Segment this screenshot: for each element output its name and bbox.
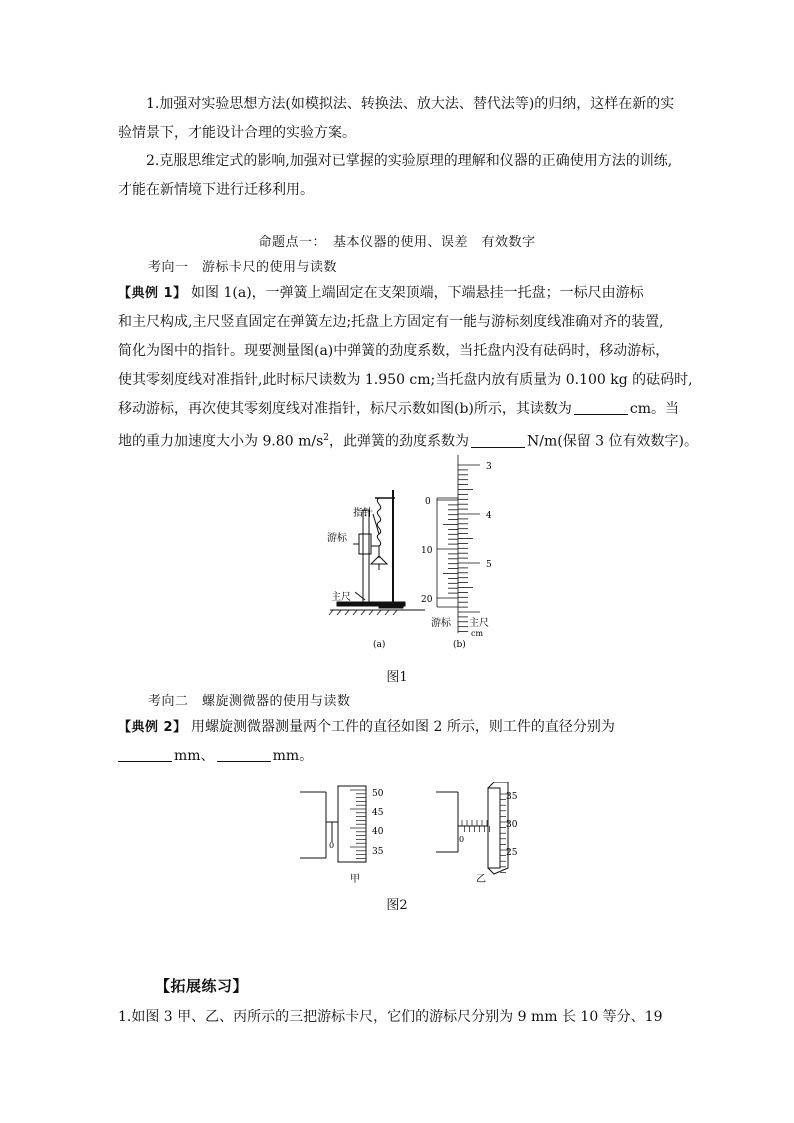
example-2-line2b: mm。 <box>272 748 314 764</box>
intro-paragraph-1 <box>118 90 678 148</box>
example-1-line5a: 移动游标，再次使其零刻度线对准指针，标尺示数如图(b)所示，其读数为 <box>118 401 572 417</box>
intro-p2-line1: 2.克服思维定式的影响,加强对已掌握的实验原理的理解和仪器的正确使用方法的训练, <box>146 153 673 169</box>
yi-label-25: 25 <box>506 848 518 858</box>
vernier-tick-label-10: 10 <box>421 546 433 556</box>
practice-q1 <box>118 1003 678 1032</box>
main-scale-ticks <box>458 465 480 632</box>
figure-1 <box>325 450 495 655</box>
practice-q1-line1: 1.如图 3 甲、乙、丙所示的三把游标卡尺，它们的游标尺分别为 9 mm 长 10 等分、19 <box>118 1009 663 1025</box>
figure-2-caption: 图2 <box>386 898 408 913</box>
example-2-tag: 【典例 2】 <box>118 720 187 735</box>
practice-title: 【拓展练习】 <box>155 977 249 995</box>
jia-label-35: 35 <box>372 847 384 857</box>
example-1-line3: 简化为图中的指针。现要测量图(a)中弹簧的劲度系数，当托盘内没有砝码时，移动游标， <box>118 343 670 359</box>
main-tick-label-3: 3 <box>486 462 492 472</box>
vernier-tick-label-20: 20 <box>421 595 433 605</box>
label-b: (b) <box>453 640 466 650</box>
example-1-line5b: cm。当 <box>629 401 680 417</box>
answer-blank-diameter-1[interactable] <box>118 747 172 762</box>
yi-scale-ticks <box>462 794 510 872</box>
label-a: (a) <box>373 640 386 650</box>
direction-2: 考向二 螺旋测微器的使用与读数 <box>148 694 351 709</box>
jia-label-50: 50 <box>372 789 384 799</box>
example-1 <box>118 279 698 457</box>
vernier-scale-ticks <box>437 500 458 598</box>
jia-zero: 0 <box>329 841 335 850</box>
yi-label-30: 30 <box>506 820 518 830</box>
intro-p1-line1: 1.加强对实验思想方法(如模拟法、转换法、放大法、替代法等)的归纳，这样在新的实 <box>146 96 675 112</box>
section-title: 命题点一： 基本仪器的使用、误差 有效数字 <box>258 235 536 250</box>
example-1-line6c: N/m(保留 3 位有效数字)。 <box>526 433 698 450</box>
example-1-tag: 【典例 1】 <box>118 286 187 301</box>
label-main-scale: 主尺 <box>331 592 351 603</box>
intro-p1-line2: 验情景下，才能设计合理的实验方案。 <box>118 125 356 141</box>
example-1-line6a: 地的重力加速度大小为 9.80 m/s <box>118 433 324 450</box>
label-yi: 乙 <box>476 874 486 885</box>
label-main-scale-b: 主尺 <box>469 618 489 629</box>
figure-1-caption: 图1 <box>386 670 408 685</box>
main-tick-label-4: 4 <box>486 511 492 521</box>
jia-label-40: 40 <box>372 827 384 837</box>
micrometer-yi <box>436 782 508 874</box>
label-vernier: 游标 <box>327 533 347 544</box>
intro-p2-line2: 才能在新情境下进行迁移利用。 <box>118 182 314 198</box>
label-jia: 甲 <box>350 874 360 885</box>
answer-blank-diameter-2[interactable] <box>217 747 271 762</box>
answer-blank-stiffness[interactable] <box>471 433 525 448</box>
direction-1: 考向一 游标卡尺的使用与读数 <box>148 260 338 275</box>
vernier-tick-label-0: 0 <box>425 497 431 507</box>
label-unit: cm <box>471 629 484 638</box>
figure-2 <box>296 782 536 888</box>
jia-label-45: 45 <box>372 808 384 818</box>
intro-paragraph-2 <box>118 147 678 205</box>
example-2-line2a: mm、 <box>174 748 215 764</box>
label-pointer: 指针 <box>353 508 373 519</box>
example-1-line4: 使其零刻度线对准指针,此时标尺读数为 1.950 cm;当托盘内放有质量为 0.100 kg 的砝码时, <box>118 372 693 388</box>
exponent: 2 <box>323 433 329 443</box>
example-2-line1: 用螺旋测微器测量两个工件的直径如图 2 所示，则工件的直径分别为 <box>191 719 615 735</box>
answer-blank-reading[interactable] <box>574 400 628 415</box>
example-1-line1: 如图 1(a)，一弹簧上端固定在支架顶端，下端悬挂一托盘；一标尺由游标 <box>191 285 644 301</box>
yi-label-35: 35 <box>506 792 518 802</box>
example-2 <box>118 713 678 771</box>
label-vernier-b: 游标 <box>431 618 451 629</box>
main-tick-label-5: 5 <box>486 560 492 570</box>
example-1-line6b: ，此弹簧的劲度系数为 <box>328 433 469 450</box>
yi-zero: 0 <box>459 835 465 844</box>
example-1-line2: 和主尺构成,主尺竖直固定在弹簧左边;托盘上方固定有一能与游标刻度线准确对齐的装置, <box>118 314 664 330</box>
